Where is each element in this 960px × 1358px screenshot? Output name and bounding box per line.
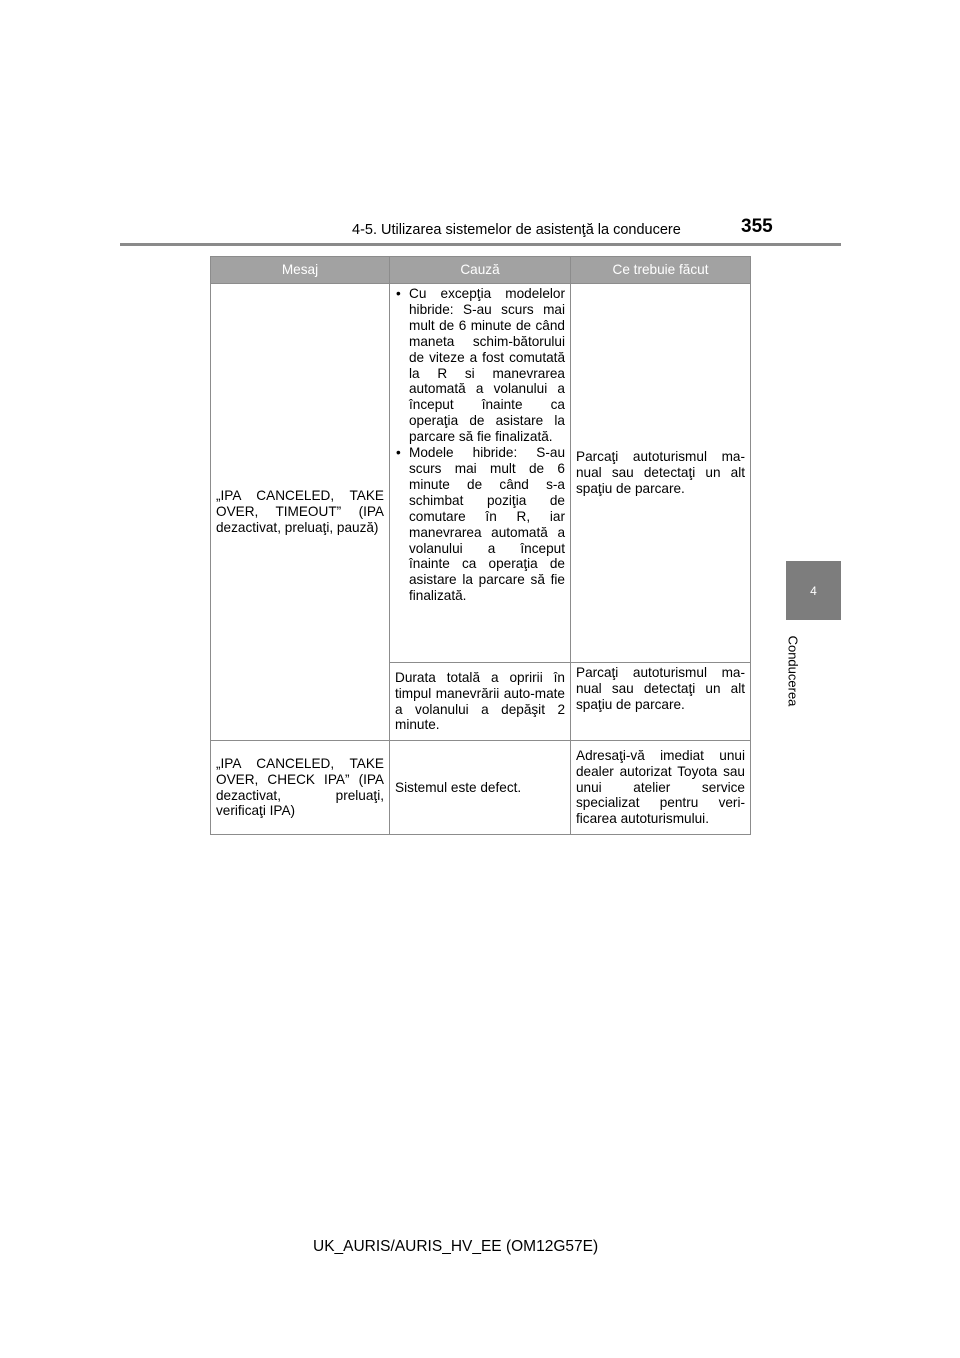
column-header-action: Ce trebuie făcut bbox=[571, 257, 751, 284]
chapter-tab bbox=[786, 561, 841, 620]
table-row bbox=[211, 284, 751, 663]
table-header-row bbox=[211, 257, 751, 284]
page-number: 355 bbox=[741, 216, 773, 237]
column-header-cause: Cauză bbox=[390, 257, 571, 284]
chapter-label-box bbox=[786, 626, 800, 716]
table-row bbox=[211, 741, 751, 835]
message-cell: „IPA CANCELED, TAKE OVER, CHECK IPA” (IPA dezactivat, preluaţi, verificaţi IPA) bbox=[211, 741, 390, 835]
chapter-number: 4 bbox=[810, 583, 817, 598]
cause-cell bbox=[390, 284, 571, 663]
header-divider bbox=[120, 243, 841, 246]
footer-model-code: UK_AURIS/AURIS_HV_EE (OM12G57E) bbox=[313, 1238, 599, 1255]
action-cell: Parcaţi autoturismul ma-nual sau detectaţi un alt spaţiu de parcare. bbox=[571, 663, 751, 741]
action-cell: Adresaţi-vă imediat unui dealer autorizat Toyota sau unui atelier service specializat pentru veri-ficarea autoturismului. bbox=[571, 741, 751, 835]
column-header-message: Mesaj bbox=[211, 257, 390, 284]
cause-bullet-list bbox=[395, 286, 565, 604]
chapter-label: Conducerea bbox=[785, 635, 801, 707]
action-cell: Parcaţi autoturismul ma-nual sau detectaţi un alt spaţiu de parcare. bbox=[571, 284, 751, 663]
cause-cell: Sistemul este defect. bbox=[390, 741, 571, 835]
cause-cell: Durata totală a opririi în timpul manevrării auto-mate a volanului a depăşit 2 minute. bbox=[390, 663, 571, 741]
message-cell: „IPA CANCELED, TAKE OVER, TIMEOUT” (IPA dezactivat, preluaţi, pauză) bbox=[211, 284, 390, 741]
cause-bullet: • Modele hibride: S-au scurs mai mult de 6 minute de când s-a schimbat poziţia de comutare în R, iar manevrarea automată a volanului a început înainte ca operaţia de asistare la parcare să fie finalizată. bbox=[395, 445, 565, 604]
message-table bbox=[210, 256, 751, 835]
section-title: 4-5. Utilizarea sistemelor de asistenţă la conducere bbox=[352, 222, 681, 238]
cause-bullet: • Cu excepţia modelelor hibride: S-au scurs mai mult de 6 minute de când maneta schim-bătorului de viteze a fost comutată la R si manevrarea automată a volanului a început înainte ca operaţia de asistare la parcare să fie finalizată. bbox=[395, 286, 565, 445]
